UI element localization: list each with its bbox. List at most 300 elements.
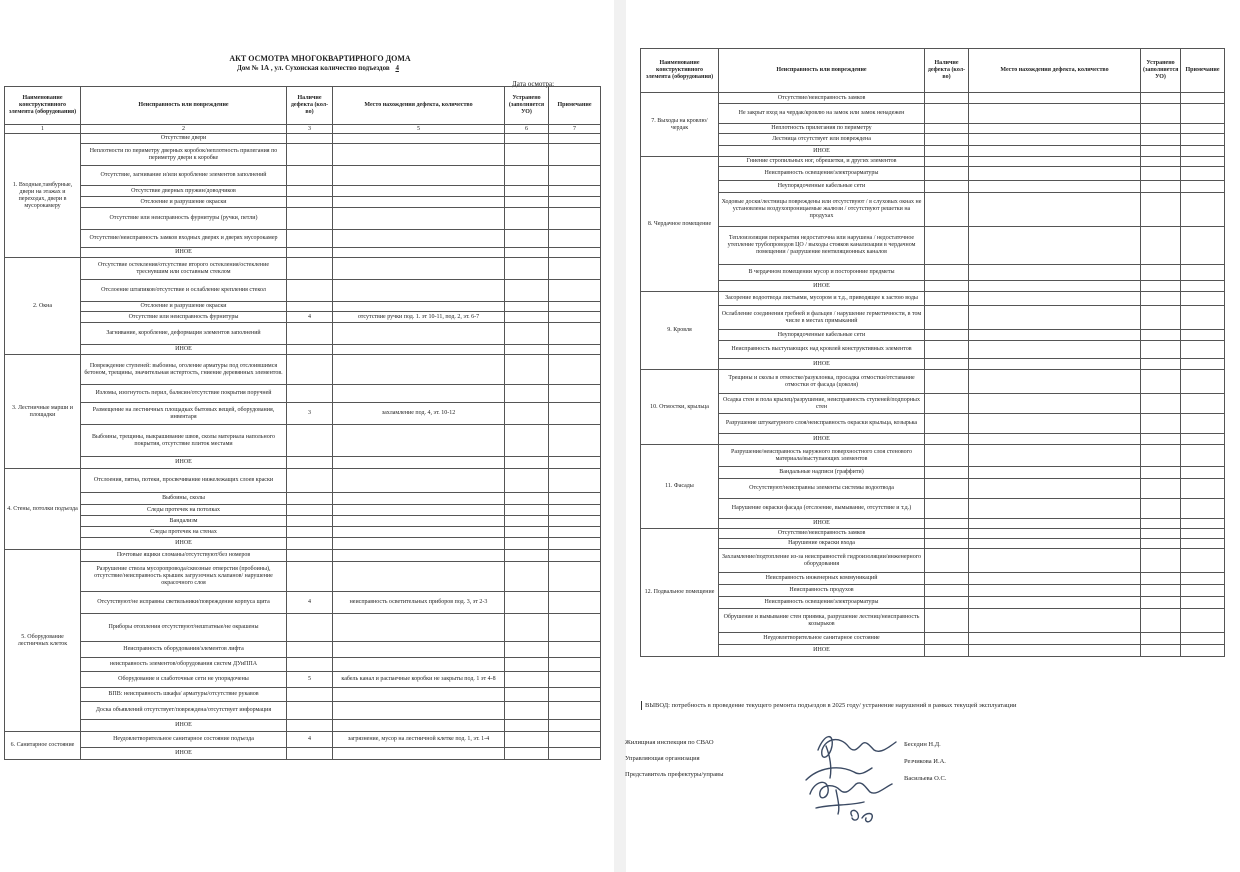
defect-cell: Гниение стропильных ног, обрешетки, и других элементов [719, 157, 925, 167]
defect-location-cell [333, 688, 505, 702]
defect-cell: Захламление/подтопление из-за неисправностей гидроизоляции/инженерного оборудования [719, 549, 925, 573]
defect-location-cell [333, 748, 505, 760]
fixed-cell [1141, 193, 1181, 227]
header-location: Место нахождения дефекта, количество [969, 49, 1141, 93]
fixed-cell [1141, 499, 1181, 519]
defect-location-cell [969, 193, 1141, 227]
defect-count-cell [925, 445, 969, 467]
column-number: 5 [333, 125, 505, 134]
header-note: Примечание [1181, 49, 1225, 93]
defect-location-cell [333, 562, 505, 592]
table-row [5, 562, 601, 592]
defect-cell: Отсутствие/неисправность замков входных дверях и дверях мусорокамер [81, 230, 287, 248]
table-row [5, 516, 601, 527]
table-row [5, 312, 601, 323]
table-row [5, 230, 601, 248]
table-row [641, 181, 1225, 193]
signature-name-1: Беседин Н.Д. [904, 741, 941, 748]
note-cell [1181, 597, 1225, 609]
fixed-cell [505, 562, 549, 592]
defect-cell: ИНОЕ [719, 359, 925, 370]
defect-count-cell [925, 93, 969, 104]
fixed-cell [1141, 609, 1181, 633]
table-row [641, 585, 1225, 597]
defect-cell: Вандальные надписи (граффити) [719, 467, 925, 479]
table-row [641, 265, 1225, 281]
signature-org-housing-inspection: Жилищная инспекция по СВАО [625, 739, 714, 746]
defect-location-cell [969, 124, 1141, 134]
defect-location-cell [969, 597, 1141, 609]
table-row [5, 166, 601, 186]
table-row [641, 519, 1225, 529]
note-cell [549, 457, 601, 469]
table-row [641, 306, 1225, 330]
defect-location-cell [333, 258, 505, 280]
column-number: 3 [287, 125, 333, 134]
defect-location-cell: неисправность осветительных приборов под. 3, эт 2-3 [333, 592, 505, 614]
defect-count-cell [287, 658, 333, 672]
note-cell [1181, 167, 1225, 181]
table-row [641, 104, 1225, 124]
note-cell [1181, 370, 1225, 394]
defect-count-cell [287, 258, 333, 280]
fixed-cell [505, 614, 549, 642]
defect-cell: Неплотность прилегания по периметру [719, 124, 925, 134]
table-row [5, 403, 601, 425]
note-cell [1181, 434, 1225, 445]
defect-location-cell: захламление под. 4, эт. 10-12 [333, 403, 505, 425]
note-cell [549, 550, 601, 562]
defect-cell: Нарушение окраски фасада (отслоение, вымывание, отсутствие и т.д.) [719, 499, 925, 519]
defect-count-cell [287, 505, 333, 516]
table-row [5, 688, 601, 702]
defect-count-cell [925, 539, 969, 549]
defect-count-cell [287, 186, 333, 197]
fixed-cell [505, 538, 549, 550]
note-cell [1181, 281, 1225, 292]
table-row [641, 529, 1225, 539]
note-cell [1181, 341, 1225, 359]
defect-count-cell [287, 457, 333, 469]
fixed-cell [1141, 414, 1181, 434]
note-cell [549, 425, 601, 457]
note-cell [549, 592, 601, 614]
defect-cell: ИНОЕ [81, 720, 287, 732]
note-cell [549, 516, 601, 527]
defect-location-cell [969, 549, 1141, 573]
fixed-cell [505, 688, 549, 702]
defect-cell: Обрушение и вымывание стен приямка, разрушение лестниц/неисправность козырьков [719, 609, 925, 633]
defect-cell: ИНОЕ [81, 538, 287, 550]
defect-cell: Разрушение штукатурного слоя/неисправность окраски крыльца, козырька [719, 414, 925, 434]
defect-location-cell [969, 265, 1141, 281]
table-row [5, 134, 601, 144]
note-cell [1181, 479, 1225, 499]
inspection-table-right [640, 48, 1225, 657]
note-cell [549, 197, 601, 208]
note-cell [1181, 633, 1225, 645]
defect-location-cell [969, 146, 1141, 157]
defect-count-cell [287, 345, 333, 355]
defect-count-cell [925, 124, 969, 134]
defect-location-cell [333, 385, 505, 403]
note-cell [549, 323, 601, 345]
defect-count-cell [925, 227, 969, 265]
table-row [641, 499, 1225, 519]
defect-cell: ИНОЕ [719, 281, 925, 292]
defect-location-cell [333, 345, 505, 355]
table-row [5, 248, 601, 258]
defect-location-cell [969, 370, 1141, 394]
table-row [641, 341, 1225, 359]
defect-cell: Отсутствие/неисправность замков [719, 529, 925, 539]
note-cell [1181, 585, 1225, 597]
fixed-cell [1141, 549, 1181, 573]
defect-count-cell [287, 538, 333, 550]
defect-cell: Отсутствие или неисправность фурнитуры (ручки, петли) [81, 208, 287, 230]
fixed-cell [1141, 467, 1181, 479]
note-cell [1181, 394, 1225, 414]
header-element: Наименование конструктивного элемента (оборудования) [641, 49, 719, 93]
defect-cell: Разрушение ствола мусоропровода/сквозные отверстия (пробоины), отсутствие/неисправность крышек загрузочных клапанов/ нарушение окрасочного слоя [81, 562, 287, 592]
defect-count-cell [925, 609, 969, 633]
fixed-cell [505, 720, 549, 732]
column-number: 2 [81, 125, 287, 134]
defect-location-cell [969, 134, 1141, 146]
table-row [5, 457, 601, 469]
defect-cell: Следы протечек на стенах [81, 527, 287, 538]
defect-cell: Отслоение штапиков/отсутствие и ослабление крепления стекол [81, 280, 287, 302]
defect-location-cell [969, 633, 1141, 645]
defect-count-cell [925, 499, 969, 519]
note-cell [1181, 193, 1225, 227]
defect-count-cell [925, 359, 969, 370]
defect-location-cell [969, 479, 1141, 499]
table-row [5, 720, 601, 732]
entrance-count: 4 [395, 64, 399, 72]
note-cell [549, 538, 601, 550]
note-cell [549, 720, 601, 732]
fixed-cell [1141, 341, 1181, 359]
defect-count-cell [287, 385, 333, 403]
fixed-cell [1141, 645, 1181, 657]
defect-count-cell [925, 633, 969, 645]
header-note: Примечание [549, 87, 601, 125]
defect-location-cell [969, 414, 1141, 434]
defect-cell: Отсутствие или неисправность фурнитуры [81, 312, 287, 323]
fixed-cell [1141, 292, 1181, 306]
defect-count-cell [287, 550, 333, 562]
defect-count-cell [925, 330, 969, 341]
defect-location-cell [333, 516, 505, 527]
defect-location-cell: отсутствие ручки под. 1. эт 10-11, под. 2, эт. 6-7 [333, 312, 505, 323]
defect-count-cell [925, 146, 969, 157]
element-category: 2. Окна [5, 258, 81, 355]
handwritten-signature-image [796, 728, 906, 830]
fixed-cell [1141, 539, 1181, 549]
table-row [5, 425, 601, 457]
defect-location-cell [333, 538, 505, 550]
note-cell [549, 258, 601, 280]
table-row [641, 359, 1225, 370]
table-row [5, 469, 601, 493]
table-row [5, 732, 601, 748]
defect-count-cell [287, 166, 333, 186]
table-row [641, 394, 1225, 414]
fixed-cell [505, 403, 549, 425]
element-category: 10. Отмостки, крыльца [641, 370, 719, 445]
table-row [641, 124, 1225, 134]
fixed-cell [505, 469, 549, 493]
fixed-cell [1141, 585, 1181, 597]
defect-count-cell [925, 597, 969, 609]
defect-count-cell [925, 157, 969, 167]
defect-location-cell [969, 394, 1141, 414]
header-defect: Неисправность или повреждение [719, 49, 925, 93]
defect-count-cell [925, 306, 969, 330]
note-cell [549, 248, 601, 258]
defect-count-cell [287, 562, 333, 592]
note-cell [549, 732, 601, 748]
table-row [5, 702, 601, 720]
defect-cell: ИНОЕ [81, 748, 287, 760]
fixed-cell [505, 197, 549, 208]
note-cell [549, 345, 601, 355]
table-row [641, 609, 1225, 633]
fixed-cell [505, 302, 549, 312]
table-row [5, 385, 601, 403]
defect-location-cell [969, 434, 1141, 445]
defect-count-cell [287, 720, 333, 732]
note-cell [549, 688, 601, 702]
defect-count-cell [287, 355, 333, 385]
table-row [5, 197, 601, 208]
fixed-cell [1141, 157, 1181, 167]
header-count: Наличие дефекта (кол-во) [287, 87, 333, 125]
table-row [5, 258, 601, 280]
note-cell [1181, 414, 1225, 434]
fixed-cell [505, 186, 549, 197]
fixed-cell [1141, 124, 1181, 134]
defect-cell: Отслоения, пятна, потеки, просвечивание нижележащих слоев краски [81, 469, 287, 493]
defect-cell: Трещины и сколы в отмостке/разуклонка, просадка отмостки/отставание отмостки от фасада (цоколя) [719, 370, 925, 394]
defect-cell: Разрушение/неисправность наружного поверхностного слоя стенового материала/выступающих элементов [719, 445, 925, 467]
fixed-cell [1141, 281, 1181, 292]
defect-count-cell [287, 248, 333, 258]
defect-cell: Отсутствие дверных пружин/доводчиков [81, 186, 287, 197]
defect-cell: В чердачном помещении мусор и посторонние предметы [719, 265, 925, 281]
fixed-cell [1141, 529, 1181, 539]
note-cell [549, 614, 601, 642]
fixed-cell [505, 672, 549, 688]
table-row [5, 550, 601, 562]
table-row [641, 434, 1225, 445]
fixed-cell [1141, 479, 1181, 499]
element-category: 9. Кровля [641, 292, 719, 370]
defect-location-cell [333, 144, 505, 166]
defect-count-cell [925, 645, 969, 657]
defect-cell: Неупорядоченные кабельные сети [719, 330, 925, 341]
defect-location-cell [969, 167, 1141, 181]
defect-count-cell [287, 614, 333, 642]
defect-cell: Теплоизоляция перекрытия недостаточна или нарушена / недостаточное утепление трубопроводов ЦО / выходы стояков канализации в чердачном помещении / разрушение вентиляционных каналов [719, 227, 925, 265]
note-cell [1181, 292, 1225, 306]
note-cell [1181, 539, 1225, 549]
defect-cell: Отсутствие остекления/отсутствие второго остекления/остекление треснувшим или составным стеклом [81, 258, 287, 280]
element-category: 7. Выходы на кровлю/чердак [641, 93, 719, 157]
fixed-cell [1141, 104, 1181, 124]
header-fixed: Устранено (заполняется УО) [1141, 49, 1181, 93]
defect-cell: Доска объявлений отсутствует/повреждена/отсутствует информация [81, 702, 287, 720]
note-cell [549, 505, 601, 516]
defect-cell: Неудовлетворительное санитарное состояние подъезда [81, 732, 287, 748]
defect-cell: Отслоение и разрушение окраски [81, 197, 287, 208]
defect-location-cell [333, 208, 505, 230]
header-element: Наименование конструктивного элемента (оборудования) [5, 87, 81, 125]
defect-count-cell [925, 281, 969, 292]
table-row [5, 748, 601, 760]
fixed-cell [1141, 633, 1181, 645]
defect-location-cell [333, 323, 505, 345]
note-cell [549, 562, 601, 592]
element-category: 4. Стены, потолки подъезда [5, 469, 81, 550]
note-cell [1181, 306, 1225, 330]
defect-location-cell [969, 467, 1141, 479]
defect-count-cell [925, 181, 969, 193]
fixed-cell [505, 144, 549, 166]
defect-cell: Засорение водоотвода листьями, мусором и т.д., приводящее к застою воды [719, 292, 925, 306]
header-count: Наличие дефекта (кол-во) [925, 49, 969, 93]
defect-cell: Вандализм [81, 516, 287, 527]
defect-cell: Нарушение окраски входа [719, 539, 925, 549]
defect-cell: Почтовые ящики сломаны/отсутствуют/без номеров [81, 550, 287, 562]
defect-count-cell [925, 573, 969, 585]
note-cell [549, 642, 601, 658]
defect-cell: ИНОЕ [719, 434, 925, 445]
defect-location-cell [969, 519, 1141, 529]
defect-cell: Размещение на лестничных площадках бытовых вещей, оборудования, инвентаря [81, 403, 287, 425]
address-and-count-label: Дом № 1А , ул. Сухонская количество подъездов [237, 64, 390, 72]
defect-location-cell [333, 469, 505, 493]
element-category: 3. Лестничные марши и площадки [5, 355, 81, 469]
defect-count-cell [925, 265, 969, 281]
defect-location-cell [969, 104, 1141, 124]
defect-location-cell [969, 227, 1141, 265]
signature-org-management-company: Управляющая организация [625, 755, 700, 762]
defect-cell: Неисправность выступающих над кровлей конструктивных элементов [719, 341, 925, 359]
note-cell [1181, 104, 1225, 124]
defect-cell: Осадка стен и пола крылец/разрушение, неисправность ступеней/подпорных стен [719, 394, 925, 414]
table-row [5, 527, 601, 538]
conclusion-text: ВЫВОД: потребность в проведение текущего ремонта подъездов в 2025 году/ устранение нарушений в рамках текущей эксплуатации [641, 701, 1145, 710]
fixed-cell [505, 166, 549, 186]
defect-cell: ИНОЕ [719, 146, 925, 157]
defect-cell: Оборудование и слаботочные сети не упорядочены [81, 672, 287, 688]
fixed-cell [505, 280, 549, 302]
defect-count-cell [925, 467, 969, 479]
defect-location-cell [333, 197, 505, 208]
table-row [5, 493, 601, 505]
note-cell [1181, 573, 1225, 585]
defect-cell: Ослабление соединения гребней и фальцев / нарушение герметичности, в том числе в местах примыканий [719, 306, 925, 330]
element-category: 8. Чердачное помещение [641, 157, 719, 292]
table-row [641, 157, 1225, 167]
note-cell [1181, 330, 1225, 341]
fixed-cell [1141, 93, 1181, 104]
defect-location-cell [969, 306, 1141, 330]
element-category: 12. Подвальное помещение [641, 529, 719, 657]
note-cell [1181, 124, 1225, 134]
defect-location-cell [333, 614, 505, 642]
fixed-cell [505, 208, 549, 230]
defect-cell: Отсутствие двери [81, 134, 287, 144]
table-row [5, 323, 601, 345]
defect-location-cell [333, 230, 505, 248]
signature-name-2: Резчикова И.А. [904, 758, 946, 765]
defect-location-cell [333, 702, 505, 720]
table-row [641, 134, 1225, 146]
defect-cell: ИНОЕ [719, 519, 925, 529]
note-cell [1181, 529, 1225, 539]
defect-count-cell [925, 370, 969, 394]
defect-cell: Повреждение ступеней: выбоины, оголение арматуры под отслоившимся бетоном, трещины, значительная истертость, гниение деревянных элементов. [81, 355, 287, 385]
defect-location-cell [333, 658, 505, 672]
defect-count-cell: 3 [287, 403, 333, 425]
defect-count-cell [925, 193, 969, 227]
defect-location-cell [333, 355, 505, 385]
defect-count-cell [925, 519, 969, 529]
defect-cell: Неисправность продухов [719, 585, 925, 597]
defect-location-cell [333, 166, 505, 186]
fixed-cell [505, 505, 549, 516]
defect-count-cell [287, 323, 333, 345]
note-cell [1181, 146, 1225, 157]
defect-count-cell: 4 [287, 592, 333, 614]
defect-location-cell [969, 499, 1141, 519]
table-row [641, 445, 1225, 467]
note-cell [549, 672, 601, 688]
note-cell [549, 166, 601, 186]
fixed-cell [1141, 519, 1181, 529]
table-row [641, 227, 1225, 265]
note-cell [549, 493, 601, 505]
note-cell [549, 186, 601, 197]
table-row [641, 645, 1225, 657]
fixed-cell [505, 457, 549, 469]
defect-cell: Лестница отсутствует или повреждена [719, 134, 925, 146]
fixed-cell [1141, 227, 1181, 265]
defect-count-cell [925, 585, 969, 597]
table-row [5, 592, 601, 614]
fixed-cell [1141, 330, 1181, 341]
defect-location-cell [333, 186, 505, 197]
defect-location-cell [333, 425, 505, 457]
note-cell [549, 134, 601, 144]
fixed-cell [1141, 265, 1181, 281]
defect-cell: ИНОЕ [81, 457, 287, 469]
table-row [641, 193, 1225, 227]
column-number: 7 [549, 125, 601, 134]
table-row [641, 633, 1225, 645]
signature-org-prefecture: Представитель префектуры/управы [625, 771, 724, 778]
note-cell [1181, 157, 1225, 167]
defect-count-cell: 5 [287, 672, 333, 688]
note-cell [1181, 93, 1225, 104]
table-row [5, 658, 601, 672]
defect-cell: Отсутствуют/не исправны светильники/повреждение корпуса щита [81, 592, 287, 614]
table-row [5, 355, 601, 385]
note-cell [1181, 609, 1225, 633]
